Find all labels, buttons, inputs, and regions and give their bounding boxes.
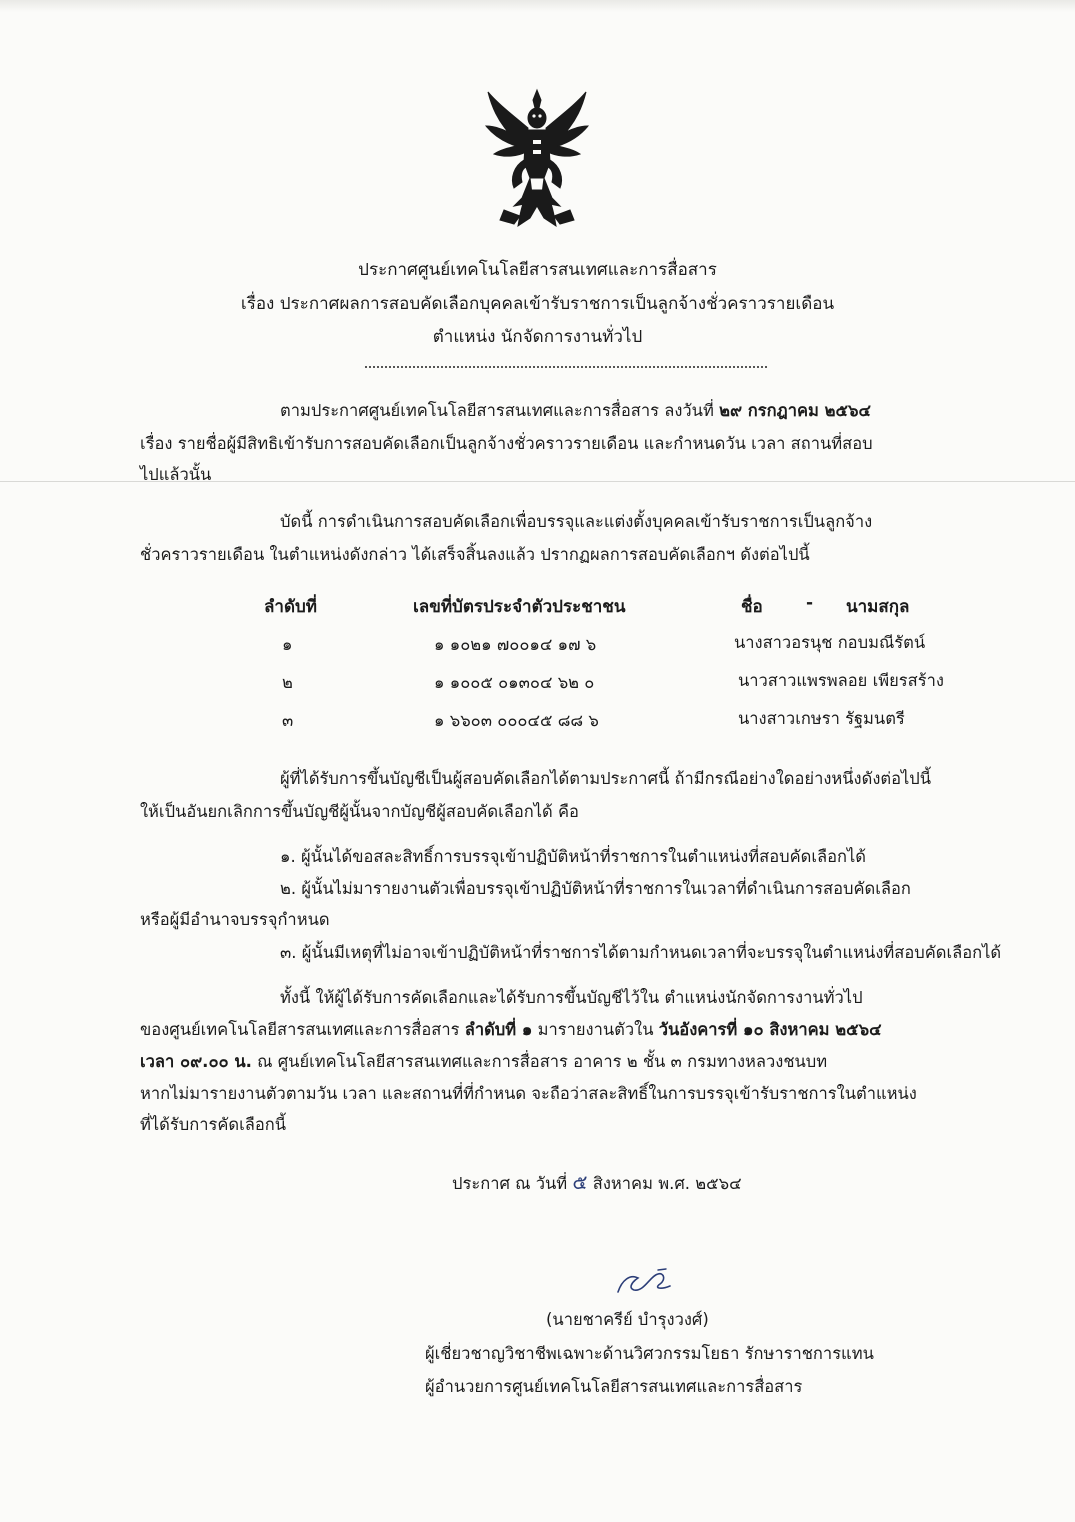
condition-3: ๓. ผู้นั้นมีเหตุที่ไม่อาจเข้าปฏิบัติหน้าที่ราชการได้ตามกำหนดเวลาที่จะบรรจุในตำแหน่งที่สอบคัดเลือกได้ [280, 943, 1002, 962]
garuda-emblem-icon [484, 86, 590, 234]
table-header-dash: - [806, 593, 814, 613]
announcement-date-prefix: ประกาศ ณ วันที่ [452, 1174, 573, 1193]
condition-2: ๒. ผู้นั้นไม่มารายงานตัวเพื่อบรรจุเข้าปฏิบัติหน้าที่ราชการในเวลาที่ดำเนินการสอบคัดเลือก [280, 879, 911, 898]
result-line-2: ชั่วคราวรายเดือน ในตำแหน่งดังกล่าว ได้เสร็จสิ้นลงแล้ว ปรากฏผลการสอบคัดเลือกฯ ดังต่อไปนี้ [140, 545, 810, 564]
table-row-rank: ๓ [282, 711, 294, 730]
intro-line-3: ไปแล้วนั้น [140, 465, 212, 484]
report-line-1: ทั้งนี้ ให้ผู้ได้รับการคัดเลือกและได้รับการขึ้นบัญชีไว้ใน ตำแหน่งนักจัดการงานทั่วไป [280, 988, 863, 1007]
intro-line-1 [280, 398, 871, 424]
cancel-line-2: ให้เป็นอันยกเลิกการขึ้นบัญชีผู้นั้นจากบัญชีผู้สอบคัดเลือกได้ คือ [140, 802, 579, 821]
announcement-title: ประกาศศูนย์เทคโนโลยีสารสนเทศและการสื่อสาร [358, 260, 717, 280]
table-header-rank: ลำดับที่ [264, 597, 318, 617]
table-header-id: เลขที่บัตรประจำตัวประชาชน [413, 597, 626, 617]
announcement-date-suffix: สิงหาคม พ.ศ. ๒๕๖๔ [587, 1174, 742, 1193]
table-row-name: นางสาวอรนุช กอบมณีรัตน์ [734, 633, 926, 652]
intro-date: ๒๙ กรกฎาคม ๒๕๖๔ [719, 401, 871, 420]
table-row-name: นาวสาวแพรพลอย เพียรสร้าง [738, 671, 944, 690]
result-line-1: บัดนี้ การดำเนินการสอบคัดเลือกเพื่อบรรจุและแต่งตั้งบุคคลเข้ารับราชการเป็นลูกจ้าง [280, 512, 873, 531]
condition-1: ๑. ผู้นั้นได้ขอสละสิทธิ์การบรรจุเข้าปฏิบัติหน้าที่ราชการในตำแหน่งที่สอบคัดเลือกได้ [280, 847, 867, 866]
table-row-id: ๑ ๑๐๐๕ ๐๑๓๐๔ ๖๒ ๐ [434, 673, 595, 692]
dotted-divider [365, 366, 767, 368]
table-row-rank: ๒ [282, 673, 293, 692]
table-row-id: ๑ ๑๐๒๑ ๗๐๐๑๔ ๑๗ ๖ [434, 635, 597, 654]
report-time: เวลา ๐๙.๐๐ น. [140, 1052, 252, 1071]
condition-2-continued: หรือผู้มีอำนาจบรรจุกำหนด [140, 910, 330, 929]
announcement-day: ๕ [572, 1170, 588, 1194]
report-line-5: ที่ได้รับการคัดเลือกนี้ [140, 1115, 287, 1134]
report-date: วันอังคารที่ ๑๐ สิงหาคม ๒๕๖๔ [658, 1020, 882, 1039]
report-text: มารายงานตัวใน [532, 1020, 659, 1039]
signer-name: (นายชาครีย์ บำรุงวงศ์) [546, 1310, 709, 1329]
handwritten-signature-icon [614, 1266, 684, 1296]
report-rank: ลำดับที่ ๑ [464, 1020, 533, 1039]
announcement-position: ตำแหน่ง นักจัดการงานทั่วไป [432, 327, 643, 347]
signer-position-2: ผู้อำนวยการศูนย์เทคโนโลยีสารสนเทศและการสื่อสาร [425, 1377, 803, 1396]
table-header-surname: นามสกุล [846, 597, 910, 617]
announcement-subject: เรื่อง ประกาศผลการสอบคัดเลือกบุคคลเข้ารับราชการเป็นลูกจ้างชั่วคราวรายเดือน [240, 294, 835, 314]
report-location: ณ ศูนย์เทคโนโลยีสารสนเทศและการสื่อสาร อาคาร ๒ ชั้น ๓ กรมทางหลวงชนบท [251, 1052, 828, 1071]
table-row-name: นางสาวเกษรา รัฐมนตรี [738, 709, 905, 728]
announcement-date [452, 1166, 742, 1198]
scan-edge [0, 0, 1075, 12]
report-line-2 [140, 1017, 882, 1043]
signer-position-1: ผู้เชี่ยวชาญวิชาชีพเฉพาะด้านวิศวกรรมโยธา รักษาราชการแทน [425, 1344, 874, 1363]
report-line-4: หากไม่มารายงานตัวตามวัน เวลา และสถานที่ที่กำหนด จะถือว่าสละสิทธิ์ในการบรรจุเข้ารับราชการในตำแหน่ง [140, 1084, 917, 1103]
table-row-id: ๑ ๖๖๐๓ ๐๐๐๔๕ ๘๘ ๖ [434, 711, 599, 730]
intro-line-2: เรื่อง รายชื่อผู้มีสิทธิเข้ารับการสอบคัดเลือกเป็นลูกจ้างชั่วคราวรายเดือน และกำหนดวัน เวลา สถานที่สอบ [140, 434, 873, 453]
table-header-name: ชื่อ [741, 597, 763, 617]
table-row-rank: ๑ [282, 635, 293, 654]
report-line-3 [140, 1049, 827, 1075]
report-org: ของศูนย์เทคโนโลยีสารสนเทศและการสื่อสาร [140, 1020, 465, 1039]
cancel-line-1: ผู้ที่ได้รับการขึ้นบัญชีเป็นผู้สอบคัดเลือกได้ตามประกาศนี้ ถ้ามีกรณีอย่างใดอย่างหนึ่งดังต่อไปนี้ [280, 769, 932, 788]
intro-text: ตามประกาศศูนย์เทคโนโลยีสารสนเทศและการสื่อสาร ลงวันที่ [280, 401, 720, 420]
